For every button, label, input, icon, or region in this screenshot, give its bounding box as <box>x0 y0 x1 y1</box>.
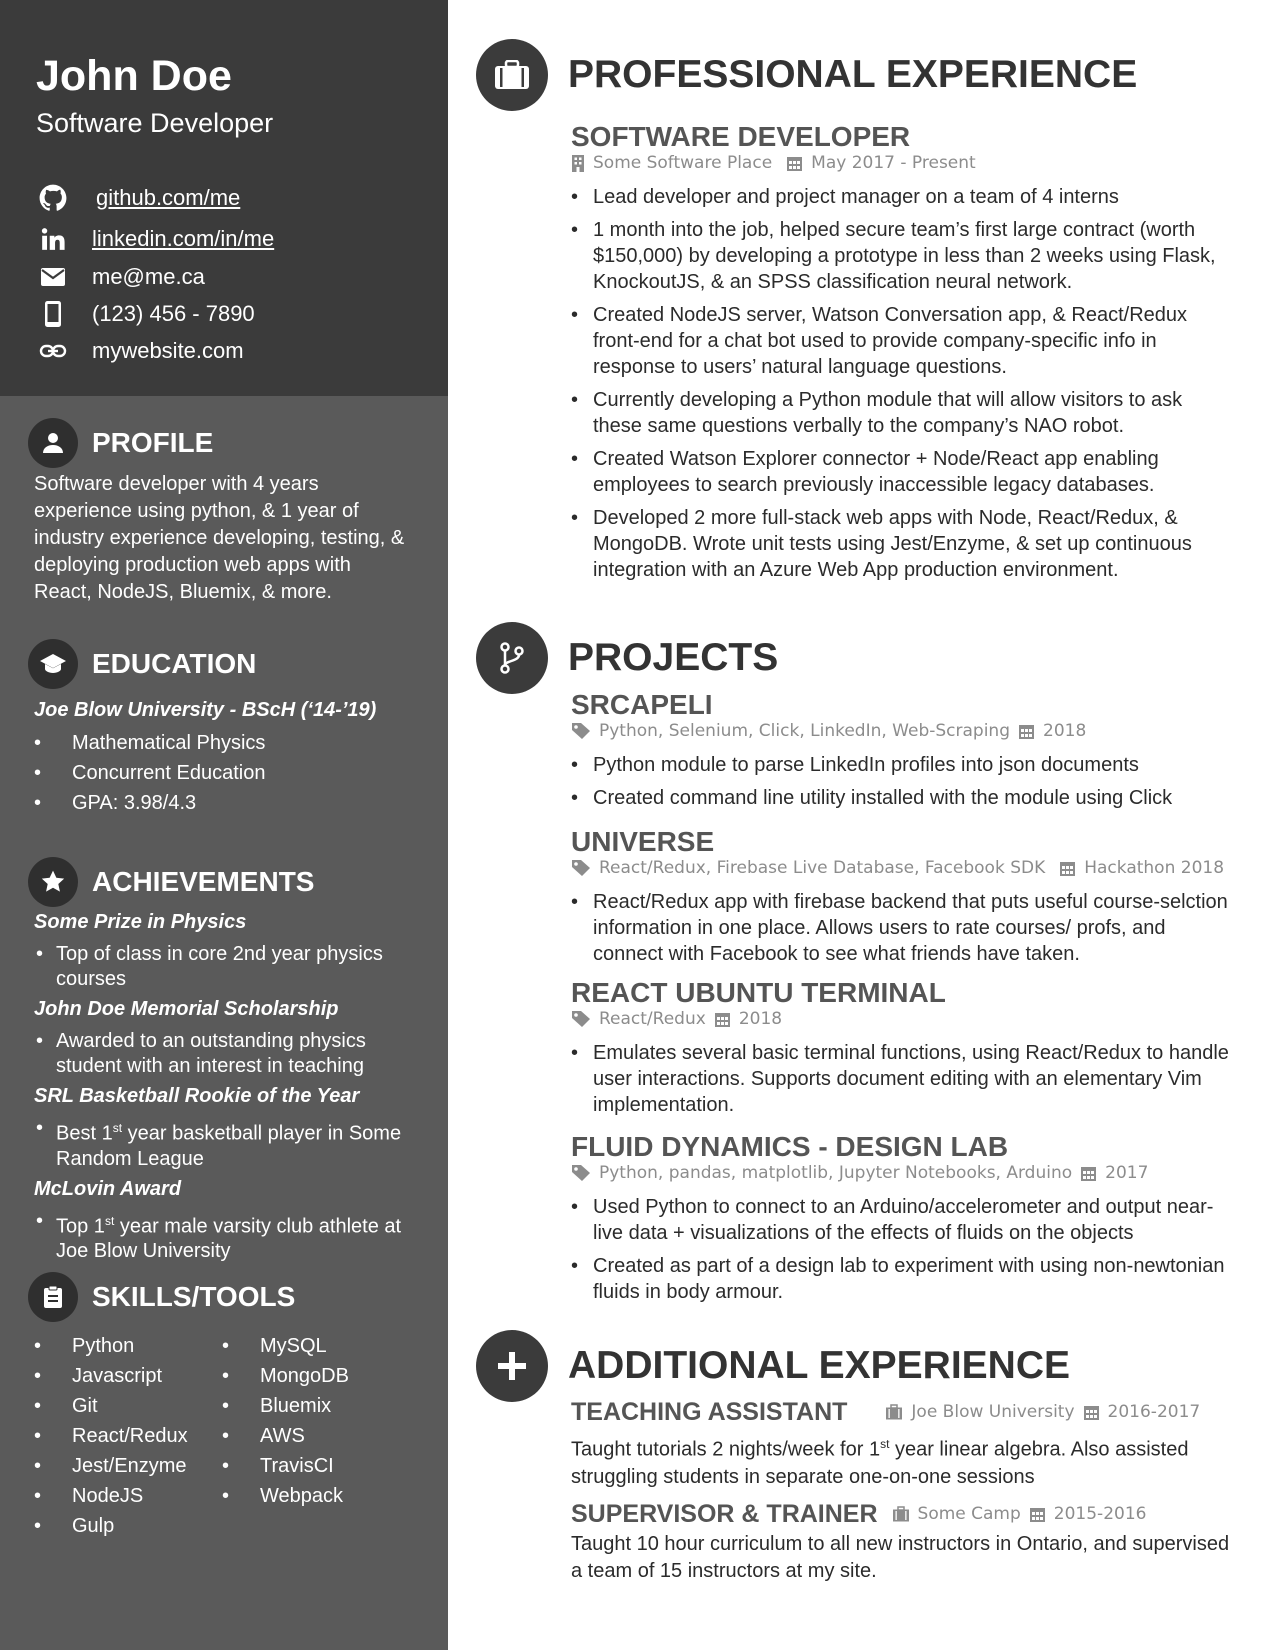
project-date: 2017 <box>1105 1163 1149 1183</box>
job-bullet: • Developed 2 more full-stack web apps with Node, React/Redux, & MongoDB. Wrote unit tests using Jest/Enzyme, & set up continuous integration with an Azure Web App production environment. <box>571 505 1231 583</box>
calendar-icon <box>786 155 803 172</box>
project-date: Hackathon 2018 <box>1084 858 1225 878</box>
project-tags: React/Redux <box>599 1009 706 1029</box>
additional-entry <box>571 1397 1231 1491</box>
person-name: John Doe <box>36 52 232 100</box>
additional-date: 2016-2017 <box>1107 1402 1201 1422</box>
tag-icon <box>571 1010 591 1028</box>
education-item: • Concurrent Education <box>34 758 414 788</box>
achievement-name: McLovin Award <box>34 1177 182 1200</box>
job-meta <box>571 152 1231 174</box>
achievement-name: Some Prize in Physics <box>34 911 247 933</box>
contact-website-text[interactable]: mywebsite.com <box>92 338 244 363</box>
education-school: Joe Blow University - BScH (‘14-’19) <box>34 699 377 721</box>
project-tags: React/Redux, Firebase Live Database, Facebook SDK <box>599 858 1046 878</box>
project-meta <box>571 1162 1231 1184</box>
job-bullet: • Lead developer and project manager on a team of 4 interns <box>571 184 1231 210</box>
job-company: Some Software Place <box>593 153 773 173</box>
project-entry <box>571 690 1231 818</box>
project-meta <box>571 720 1231 742</box>
achievement-desc: • Awarded to an outstanding physics student with an interest in teaching <box>34 1029 414 1079</box>
experience-heading <box>476 39 1137 111</box>
graduation-cap-icon <box>28 639 78 689</box>
project-name: UNIVERSE <box>571 826 715 857</box>
project-bullet: • Created as part of a design lab to experiment with using non-newtonian fluids in body armour. <box>571 1253 1231 1305</box>
project-bullet: • Used Python to connect to an Arduino/accelerometer and output near-live data + visualizations of the effects of fluids on the objects <box>571 1194 1231 1246</box>
project-bullets <box>571 889 1231 967</box>
job-bullets <box>571 184 1231 583</box>
profile-text: Software developer with 4 years experience using python, & 1 year of industry experience developing, testing, & deploying production web apps with React, NodeJS, Bluemix, & more. <box>34 473 405 603</box>
skills-column-2 <box>222 1331 412 1541</box>
achievement-desc: • Top of class in core 2nd year physics courses <box>34 942 414 992</box>
additional-desc: Taught tutorials 2 nights/week for 1st year linear algebra. Also assisted struggling students in separate one-on-one sessions <box>571 1437 1189 1488</box>
job-bullet: • Currently developing a Python module that will allow visitors to ask these same questions verbally to the company’s NAO robot. <box>571 387 1231 439</box>
additional-heading <box>476 1330 1070 1402</box>
job-bullet: • Created NodeJS server, Watson Conversation app, & React/Redux front-end for a chat bot used to provide company-specific info in response to users’ natural language questions. <box>571 302 1231 380</box>
sidebar <box>0 0 448 1650</box>
profile-title: PROFILE <box>92 427 214 458</box>
contact-linkedin[interactable] <box>36 224 274 254</box>
additional-place: Joe Blow University <box>911 1402 1075 1422</box>
additional-name: TEACHING ASSISTANT <box>571 1398 848 1426</box>
education-heading <box>28 639 256 689</box>
achievement-desc: • Top 1st year male varsity club athlete at Joe Blow University <box>34 1209 414 1265</box>
calendar-icon <box>1059 860 1076 877</box>
experience-entry <box>571 122 1231 590</box>
project-bullet: • Emulates several basic terminal functions, using React/Redux to handle user interactions. Supports document editing with an elementary Vim implementation. <box>571 1040 1231 1118</box>
tag-icon <box>571 722 591 740</box>
achievement-list <box>34 1029 414 1079</box>
achievements-heading <box>28 857 314 907</box>
achievements-title: ACHIEVEMENTS <box>92 866 315 897</box>
project-name: REACT UBUNTU TERMINAL <box>571 977 946 1008</box>
skill-item: • React/Redux <box>34 1421 222 1451</box>
skill-item: • MongoDB <box>222 1361 412 1391</box>
project-tags: Python, pandas, matplotlib, Jupyter Notebooks, Arduino <box>599 1163 1073 1183</box>
contact-phone[interactable] <box>36 299 255 329</box>
job-dates: May 2017 - Present <box>811 153 976 173</box>
additional-name: SUPERVISOR & TRAINER <box>571 1500 878 1528</box>
linkedin-icon <box>36 224 70 254</box>
skill-item: • MySQL <box>222 1331 412 1361</box>
education-list <box>34 728 414 818</box>
project-meta <box>571 857 1231 879</box>
git-branch-icon <box>476 622 548 694</box>
project-bullets <box>571 1194 1231 1305</box>
additional-place: Some Camp <box>917 1504 1021 1524</box>
calendar-icon <box>1018 723 1035 740</box>
additional-header <box>571 1499 1231 1529</box>
project-bullet: • Python module to parse LinkedIn profiles into json documents <box>571 752 1231 778</box>
plus-icon <box>476 1330 548 1402</box>
achievements-block <box>34 909 414 1268</box>
project-bullet: • Created command line utility installed with the module using Click <box>571 785 1231 811</box>
skill-item: • NodeJS <box>34 1481 222 1511</box>
achievement-name: John Doe Memorial Scholarship <box>34 998 339 1020</box>
tag-icon <box>571 859 591 877</box>
project-entry <box>571 978 1231 1125</box>
project-date: 2018 <box>1043 721 1087 741</box>
additional-title: ADDITIONAL EXPERIENCE <box>568 1344 1071 1387</box>
calendar-icon <box>714 1011 731 1028</box>
education-item: • GPA: 3.98/4.3 <box>34 788 414 818</box>
skill-item: • Jest/Enzyme <box>34 1451 222 1481</box>
experience-title: PROFESSIONAL EXPERIENCE <box>568 53 1138 96</box>
project-meta <box>571 1008 1231 1030</box>
project-entry <box>571 1132 1231 1312</box>
project-tags: Python, Selenium, Click, LinkedIn, Web-Scraping <box>599 721 1010 741</box>
skill-item: • Gulp <box>34 1511 222 1541</box>
contact-email[interactable] <box>36 262 205 292</box>
skill-item: • AWS <box>222 1421 412 1451</box>
additional-header <box>571 1397 1231 1427</box>
projects-heading <box>476 622 778 694</box>
contact-github-text[interactable]: github.com/me <box>96 185 241 210</box>
additional-entry <box>571 1499 1231 1585</box>
job-title: SOFTWARE DEVELOPER <box>571 121 911 152</box>
education-item: • Mathematical Physics <box>34 728 414 758</box>
achievement-list <box>34 1209 414 1265</box>
skill-item: • Bluemix <box>222 1391 412 1421</box>
clipboard-icon <box>28 1272 78 1322</box>
calendar-icon <box>1029 1506 1046 1523</box>
projects-title: PROJECTS <box>568 636 779 679</box>
education-title: EDUCATION <box>92 648 257 679</box>
link-icon <box>36 336 70 366</box>
additional-meta <box>885 1401 1200 1423</box>
project-bullet: • React/Redux app with firebase backend that puts useful course-selction information in one place. Allows users to rate courses/ profs, and connect with Facebook to see what friends have taken. <box>571 889 1231 967</box>
project-entry <box>571 827 1231 974</box>
project-name: FLUID DYNAMICS - DESIGN LAB <box>571 1131 1009 1162</box>
additional-meta <box>892 1503 1147 1525</box>
project-bullets <box>571 1040 1231 1118</box>
skill-item: • Python <box>34 1331 222 1361</box>
skill-item: • Javascript <box>34 1361 222 1391</box>
briefcase-icon <box>885 1404 903 1420</box>
star-icon <box>28 857 78 907</box>
briefcase-icon <box>476 39 548 111</box>
briefcase-icon <box>892 1506 910 1522</box>
profile-heading <box>28 418 213 468</box>
contact-website[interactable] <box>36 336 244 366</box>
achievement-list <box>34 1116 414 1172</box>
phone-icon <box>36 299 70 329</box>
achievement-desc: • Best 1st year basketball player in Some Random League <box>34 1116 414 1172</box>
achievement-list <box>34 942 414 992</box>
contact-phone-text[interactable]: (123) 456 - 7890 <box>92 301 255 326</box>
project-date: 2018 <box>738 1009 783 1029</box>
skills-title: SKILLS/TOOLS <box>92 1281 296 1312</box>
tag-icon <box>571 1164 591 1182</box>
additional-date: 2015-2016 <box>1053 1504 1147 1524</box>
contact-email-text[interactable]: me@me.ca <box>92 264 205 289</box>
skills-heading <box>28 1272 295 1322</box>
skill-item: • Webpack <box>222 1481 412 1511</box>
education-block <box>34 697 414 818</box>
job-bullet: • Created Watson Explorer connector + Node/React app enabling employees to search previously inaccessible legacy databases. <box>571 446 1231 498</box>
contact-linkedin-text[interactable]: linkedin.com/in/me <box>92 226 275 251</box>
calendar-icon <box>1083 1404 1100 1421</box>
calendar-icon <box>1080 1165 1097 1182</box>
email-icon <box>36 262 70 292</box>
project-bullets <box>571 752 1231 811</box>
github-icon <box>36 183 70 213</box>
skill-item: • Git <box>34 1391 222 1421</box>
person-role: Software Developer <box>36 108 274 138</box>
achievement-name: SRL Basketball Rookie of the Year <box>34 1085 360 1107</box>
building-icon <box>571 154 585 172</box>
contact-github[interactable] <box>36 183 240 213</box>
person-icon <box>28 418 78 468</box>
skill-item: • TravisCI <box>222 1451 412 1481</box>
skills-block <box>34 1331 424 1541</box>
skills-column-1 <box>34 1331 222 1541</box>
project-name: SRCAPELI <box>571 689 713 720</box>
additional-desc: Taught 10 hour curriculum to all new instructors in Ontario, and supervised a team of 15 instructors at my site. <box>571 1533 1230 1582</box>
job-bullet: • 1 month into the job, helped secure team’s first large contract (worth $150,000) by developing a prototype in less than 2 weeks using Flask, KnockoutJS, & an SPSS classification neural network. <box>571 217 1231 295</box>
